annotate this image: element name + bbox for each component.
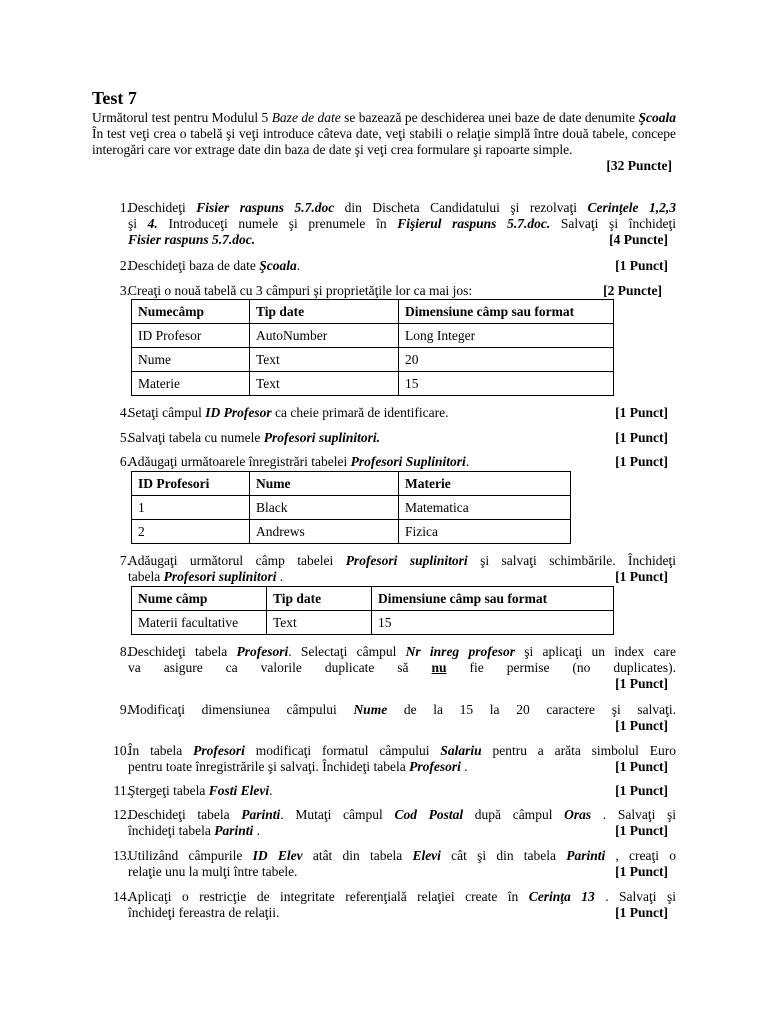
table-row: ID Profesor AutoNumber Long Integer [132, 324, 614, 348]
task-7-points: [1 Punct] [615, 569, 668, 584]
header-cell: Tip date [250, 300, 399, 324]
table-row: 1 Black Matematica [132, 496, 571, 520]
table-row: 2 Andrews Fizica [132, 520, 571, 544]
task-8-points: [1 Punct] [615, 676, 668, 691]
header-cell: ID Profesori [132, 472, 250, 496]
task-6-points: [1 Punct] [615, 454, 668, 469]
task-13-points: [1 Punct] [615, 864, 668, 879]
document-page: Test 7 Următorul test pentru Modulul 5 Baze de date se bazează pe deschiderea unei baze de date denumite Şcoala În test veţi crea o tabelă şi veţi introduce câteva date, veţi stabili o relaţie simplă între două tabele, concepe interogări care vor extrage date din baza de date şi veţi crea formulare şi rapoarte simple. [32 Puncte] 1. Deschideţi Fisier raspuns 5.7.doc din Discheta Candidatului şi rezolvaţi Cerinţele 1,2,3 şi 4. Introduceţi numele şi prenumele în Fişierul raspuns 5.7.doc. Salvaţi şi închideţi Fisier raspuns 5.7.doc. [4 Puncte] 2. Deschideţi baza de date Şcoala. [1 Punct] 3. Creaţi o nouă tabelă cu 3 câmpuri şi proprietăţile lor ca mai jos: [2 Puncte] Numecâmp Tip date Dimensiune câmp sau format ID Profesor AutoNumber Long Integer Nume Text 20 Materie Text 15 4. Setaţi câmpul ID Profesor ca cheie primară de identificare. [1 Punct] 5. Salvaţi tabela cu numele Profesori suplinitori. [1 Punct] 6. Adăugaţi următoarele înregistrări tabelei Profesori Suplinitori. [1 Punct] ID Profesori Nume Materie 1 Black Matematica 2 Andrews Fizica 7. Adăugaţi următorul câmp tabelei Profesori suplinitori şi salvaţi schimbările. Închideţi tabela Profesori suplinitori . [1 Punct] Nume câmp Tip date Dimensiune câmp sau format Materii facultative Text 15 8. Deschideţi tabela Profesori. Selectaţi câmpul Nr inreg profesor şi aplicaţi un index care va asigure ca valorile duplicate să nu fie permise (no duplicates). [1 Punct] 9. Modificaţi dimensiunea câmpului Nume de la 15 la 20 caractere şi salvaţi. [1 Punct] 10. În tabela Profesori modificaţi formatul câmpului Salariu pentru a arăta simbolul Euro pentru toate înregistrările şi salvaţi. Închideţi tabela Profesori . [1 Punct] 11. Ştergeţi tabela Fosti Elevi. [1 Punct] 12. Deschideţi tabela Parinti. Mutaţi câmpul Cod Postal după câmpul Oras . Salvaţi şi închideţi tabela Parinti . [1 Punct] 13. Utilizând câmpurile ID Elev atât din tabela Elevi cât şi din tabela Parinti , creaţi o relaţie unu la mulţi între tabele. [1 Punct] 14. Aplicaţi o restricţie de integritate referenţială relaţiei create în Cerinţa 13 . Salvaţi şi închideţi fereastra de relaţii. [1 Punct] [92, 88, 677, 920]
page-title: Test 7 [92, 88, 137, 108]
fields-table [131, 299, 614, 396]
table-row: Nume Text 20 [132, 348, 614, 372]
task-3-points: [2 Puncte] [603, 283, 662, 298]
task-9-points: [1 Punct] [615, 718, 668, 733]
task-5-points: [1 Punct] [615, 430, 668, 445]
header-cell: Dimensiune câmp sau format [372, 587, 614, 611]
task-11-points: [1 Punct] [615, 783, 668, 798]
header-cell: Nume [250, 472, 399, 496]
records-table [131, 471, 571, 544]
task-1-points: [4 Puncte] [609, 232, 668, 247]
intro-points: [32 Puncte] [606, 158, 672, 173]
table-row: Materie Text 15 [132, 372, 614, 396]
table-row: Materii facultative Text 15 [132, 611, 614, 635]
table-header-row [132, 300, 614, 324]
header-cell: Nume câmp [132, 587, 267, 611]
intro-paragraph: Următorul test pentru Modulul 5 Baze de date se bazează pe deschiderea unei baze de date denumite Şcoala În test veţi crea o tabelă şi veţi introduce câteva date, veţi stabili o relaţie simplă între două tabele, concepe interogări care vor extrage date din baza de date şi veţi crea formulare şi rapoarte simple. [32 Puncte] [92, 110, 676, 173]
task-10-points: [1 Punct] [615, 759, 668, 774]
table-header-row [132, 587, 614, 611]
task-4-points: [1 Punct] [615, 405, 668, 420]
header-cell: Dimensiune câmp sau format [399, 300, 614, 324]
task-2-points: [1 Punct] [615, 258, 668, 273]
task-14-points: [1 Punct] [615, 905, 668, 920]
task-12-points: [1 Punct] [615, 823, 668, 838]
header-cell: Materie [399, 472, 571, 496]
table-header-row [132, 472, 571, 496]
header-cell: Tip date [267, 587, 372, 611]
header-cell: Numecâmp [132, 300, 250, 324]
new-field-table [131, 586, 614, 635]
